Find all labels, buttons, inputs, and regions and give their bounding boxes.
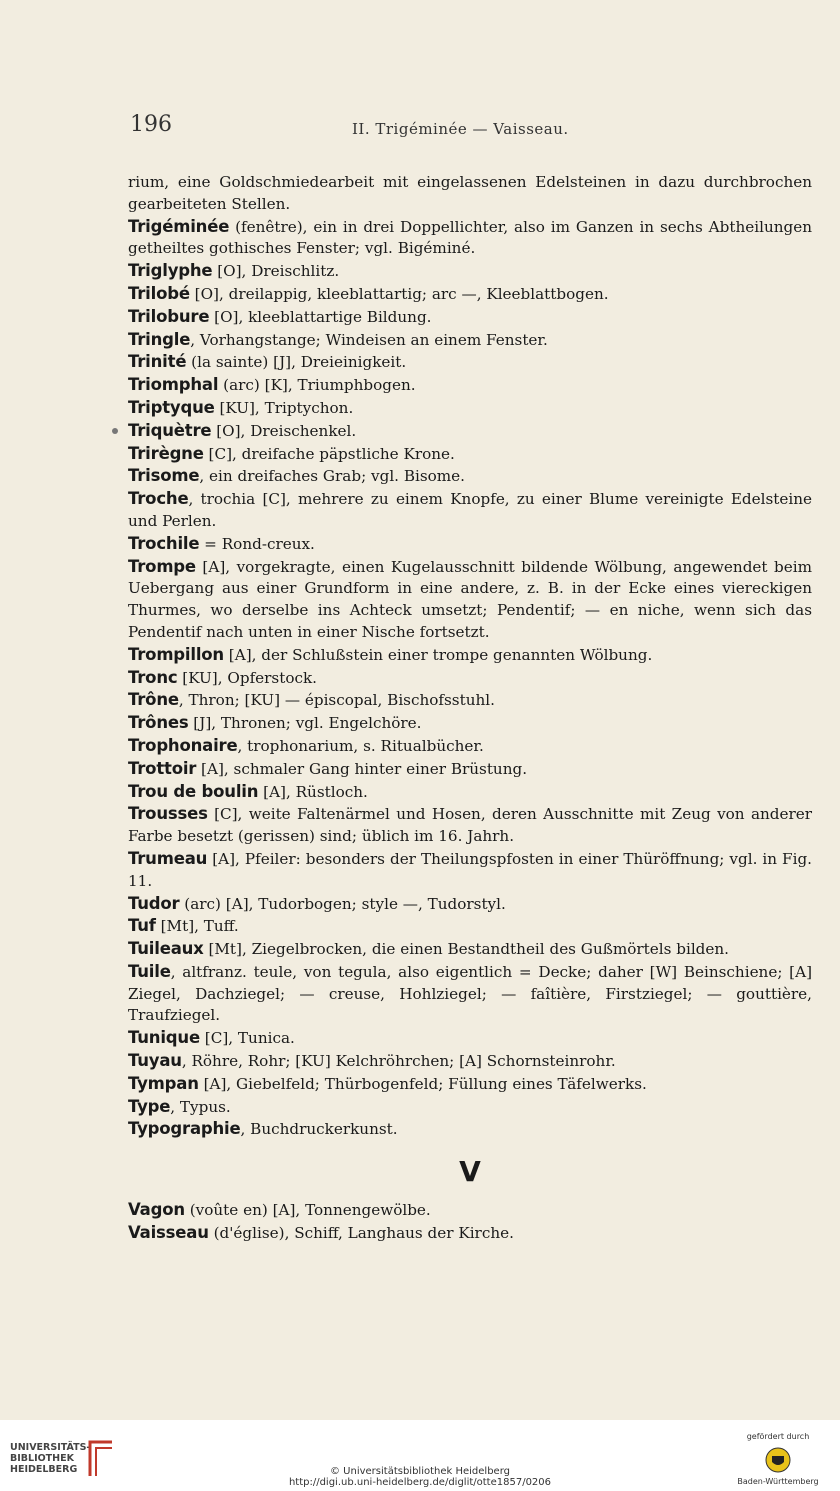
entry-headword: Tunique (128, 1028, 200, 1048)
entry-headword: Triglyphe (128, 261, 213, 281)
entry-definition: (d'église), Schiff, Langhaus der Kirche. (208, 1223, 514, 1242)
entry-definition: = Rond-creux. (199, 534, 315, 553)
entry-definition: (arc) [K], Triumphbogen. (218, 376, 416, 395)
entry-definition: , altfranz. teule, von tegula, also eigentlich = Decke; daher [W] Beinschiene; [A] Ziegel, Dachziegel; — creuse, Hohlziegel; — faîtière, Firstziegel; — gouttière, Traufziegel. (128, 962, 812, 1025)
funding-logo[interactable] (728, 1432, 828, 1487)
entry-headword: Trirègne (128, 443, 204, 463)
entry (128, 938, 812, 961)
entry-headword: Tringle (128, 329, 191, 349)
entry-headword: Trigéminée (128, 216, 230, 236)
entry-definition: , trochia [C], mehrere zu einem Knopfe, zu einer Blume vereinigte Edelsteine und Perlen. (128, 490, 812, 530)
entry-headword: Tuf (128, 916, 156, 936)
entry-definition: [O], dreilappig, kleeblattartig; arc —, Kleeblattbogen. (189, 284, 609, 303)
entry (128, 216, 812, 261)
entry-definition: [A], der Schlußstein einer trompe genannten Wölbung. (223, 645, 653, 664)
entry (128, 712, 812, 735)
entry-headword: Trisome (128, 466, 200, 486)
entry-headword: Trousses (128, 804, 208, 824)
footer (0, 1420, 840, 1491)
entry-headword: Triptyque (128, 397, 215, 417)
entry-headword: Trophonaire (128, 735, 238, 755)
entry-definition: , Buchdruckerkunst. (240, 1120, 398, 1139)
entry-definition: [A], Rüstloch. (258, 782, 368, 801)
entry (128, 420, 812, 443)
entry (128, 465, 812, 488)
funder-name: Baden-Württemberg (737, 1477, 819, 1486)
running-title: II. Trigéminée — Vaisseau. (352, 120, 569, 138)
entry-definition: , Thron; [KU] — épiscopal, Bischofsstuhl. (178, 691, 495, 710)
entry-headword: Type (128, 1096, 171, 1116)
entry (128, 1222, 812, 1245)
margin-dot (112, 428, 118, 434)
entry (128, 667, 812, 690)
dictionary-entries (128, 172, 812, 1245)
entry-definition: [C], weite Faltenärmel und Hosen, deren Ausschnitte mit Zeug von anderer Farbe besetzt (gerissen) sind; üblich im 16. Jahrh. (128, 805, 812, 846)
entry (128, 689, 812, 712)
entry-headword: Trompe (128, 556, 196, 576)
entry-headword: Trottoir (128, 758, 197, 778)
entry (128, 351, 812, 374)
entries-t-section (128, 172, 812, 1141)
entry-definition: , Vorhangstange; Windeisen an einem Fenster. (190, 330, 548, 349)
entry-definition: [A], schmaler Gang hinter einer Brüstung. (196, 759, 528, 778)
entry (128, 443, 812, 466)
entry (128, 172, 812, 216)
entry-definition: [O], Dreischlitz. (212, 262, 340, 281)
entry-definition: [C], Tunica. (199, 1029, 295, 1048)
entry (128, 397, 812, 420)
entry-definition: [A], Pfeiler: besonders der Theilungspfosten in einer Thüröffnung; vgl. in Fig. 11. (128, 849, 812, 890)
entry-headword: Triquètre (128, 420, 212, 440)
entry-headword: Vagon (128, 1200, 185, 1220)
entry-definition: [Mt], Tuff. (155, 917, 239, 936)
entry-headword: Trônes (128, 713, 189, 733)
entry (128, 781, 812, 804)
entry (128, 374, 812, 397)
entry-headword: Trilobure (128, 306, 210, 326)
entry-definition: (voûte en) [A], Tonnengewölbe. (184, 1201, 431, 1220)
entry (128, 1050, 812, 1073)
entry-headword: Trou de boulin (128, 781, 259, 801)
entry-headword: Typographie (128, 1119, 241, 1139)
entry (128, 735, 812, 758)
entries-v-section (128, 1199, 812, 1245)
entry-headword: Vaisseau (128, 1222, 209, 1242)
entry-definition: [J], Thronen; vgl. Engelchöre. (188, 714, 422, 733)
entry (128, 533, 812, 556)
entry-definition: (fenêtre), ein in drei Doppellichter, also im Ganzen in sechs Abtheilungen getheiltes gothisches Fenster; vgl. Bigéminé. (128, 217, 812, 258)
entry-headword: Tuyau (128, 1051, 182, 1071)
entry-headword: Tudor (128, 893, 180, 913)
entry-definition: [O], Dreischenkel. (211, 421, 357, 440)
page-number: 196 (130, 112, 172, 137)
entry-headword: Trompillon (128, 644, 224, 664)
entry (128, 283, 812, 306)
entry-definition: [O], kleeblattartige Bildung. (209, 307, 432, 326)
entry (128, 915, 812, 938)
entry-definition: [KU], Opferstock. (177, 668, 318, 687)
entry-definition: [A], vorgekragte, einen Kugelausschnitt bildende Wölbung, angewendet beim Uebergang aus einer Grundform in eine andere, z. B. in der Ecke eines viereckigen Thurmes, wo derselbe ins Achteck umsetzt; Pendentif; — en niche, wenn sich das Pendentif nach unten in einer Nische fortsetzt. (128, 557, 812, 641)
entry (128, 1199, 812, 1222)
entry-headword: Trinité (128, 352, 187, 372)
copyright-text: © Universitätsbibliothek Heidelberg (329, 1466, 510, 1477)
entry-definition: (la sainte) [J], Dreieinigkeit. (186, 353, 407, 372)
entry (128, 306, 812, 329)
entry (128, 1073, 812, 1096)
entry (128, 961, 812, 1027)
entry-definition: , trophonarium, s. Ritualbücher. (237, 736, 484, 755)
page-header (130, 112, 820, 142)
section-letter: V (459, 1155, 481, 1189)
entry (128, 758, 812, 781)
entry-headword: Trumeau (128, 848, 208, 868)
entry-definition: , Röhre, Rohr; [KU] Kelchröhrchen; [A] Schornsteinrohr. (181, 1052, 616, 1071)
entry-headword: Trilobé (128, 283, 190, 303)
entry-definition: [C], dreifache päpstliche Krone. (203, 444, 455, 463)
entry-headword: Tronc (128, 667, 178, 687)
entry-definition: [Mt], Ziegelbrocken, die einen Bestandtheil des Gußmörtels bilden. (203, 940, 729, 959)
entry (128, 848, 812, 893)
copyright-block (0, 1466, 840, 1488)
library-line-2: BIBLIOTHEK (10, 1453, 74, 1464)
entry (128, 329, 812, 352)
source-url-link[interactable]: http://digi.ub.uni-heidelberg.de/diglit/otte1857/0206 (288, 1477, 552, 1488)
entry-definition: , ein dreifaches Grab; vgl. Bisome. (199, 467, 466, 486)
funded-by-label: gefördert durch (746, 1432, 810, 1441)
entry-definition: rium, eine Goldschmiedearbeit mit eingelassenen Edelsteinen in dazu durchbrochen gearbeiteten Stellen. (128, 173, 812, 213)
entry (128, 644, 812, 667)
entry (128, 556, 812, 644)
library-line-3: HEIDELBERG (10, 1464, 78, 1475)
entry (128, 1027, 812, 1050)
entry-headword: Tuileaux (128, 939, 204, 959)
state-emblem-icon (765, 1447, 791, 1473)
entry-headword: Tuile (128, 961, 171, 981)
entry-definition: [KU], Triptychon. (214, 398, 354, 417)
entry (128, 488, 812, 533)
entry-definition: (arc) [A], Tudorbogen; style —, Tudorstyl. (179, 894, 506, 913)
entry (128, 893, 812, 916)
library-line-1: UNIVERSITÄTS- (10, 1442, 91, 1453)
entry-headword: Trône (128, 690, 179, 710)
entry-headword: Trochile (128, 533, 200, 553)
entry-definition: [A], Giebelfeld; Thürbogenfeld; Füllung eines Täfelwerks. (198, 1074, 647, 1093)
entry (128, 1096, 812, 1119)
entry-headword: Triomphal (128, 375, 219, 395)
entry-definition: , Typus. (170, 1097, 231, 1116)
entry (128, 803, 812, 848)
entry (128, 260, 812, 283)
entry (128, 1118, 812, 1141)
entry-headword: Troche (128, 489, 189, 509)
entry-headword: Tympan (128, 1073, 199, 1093)
